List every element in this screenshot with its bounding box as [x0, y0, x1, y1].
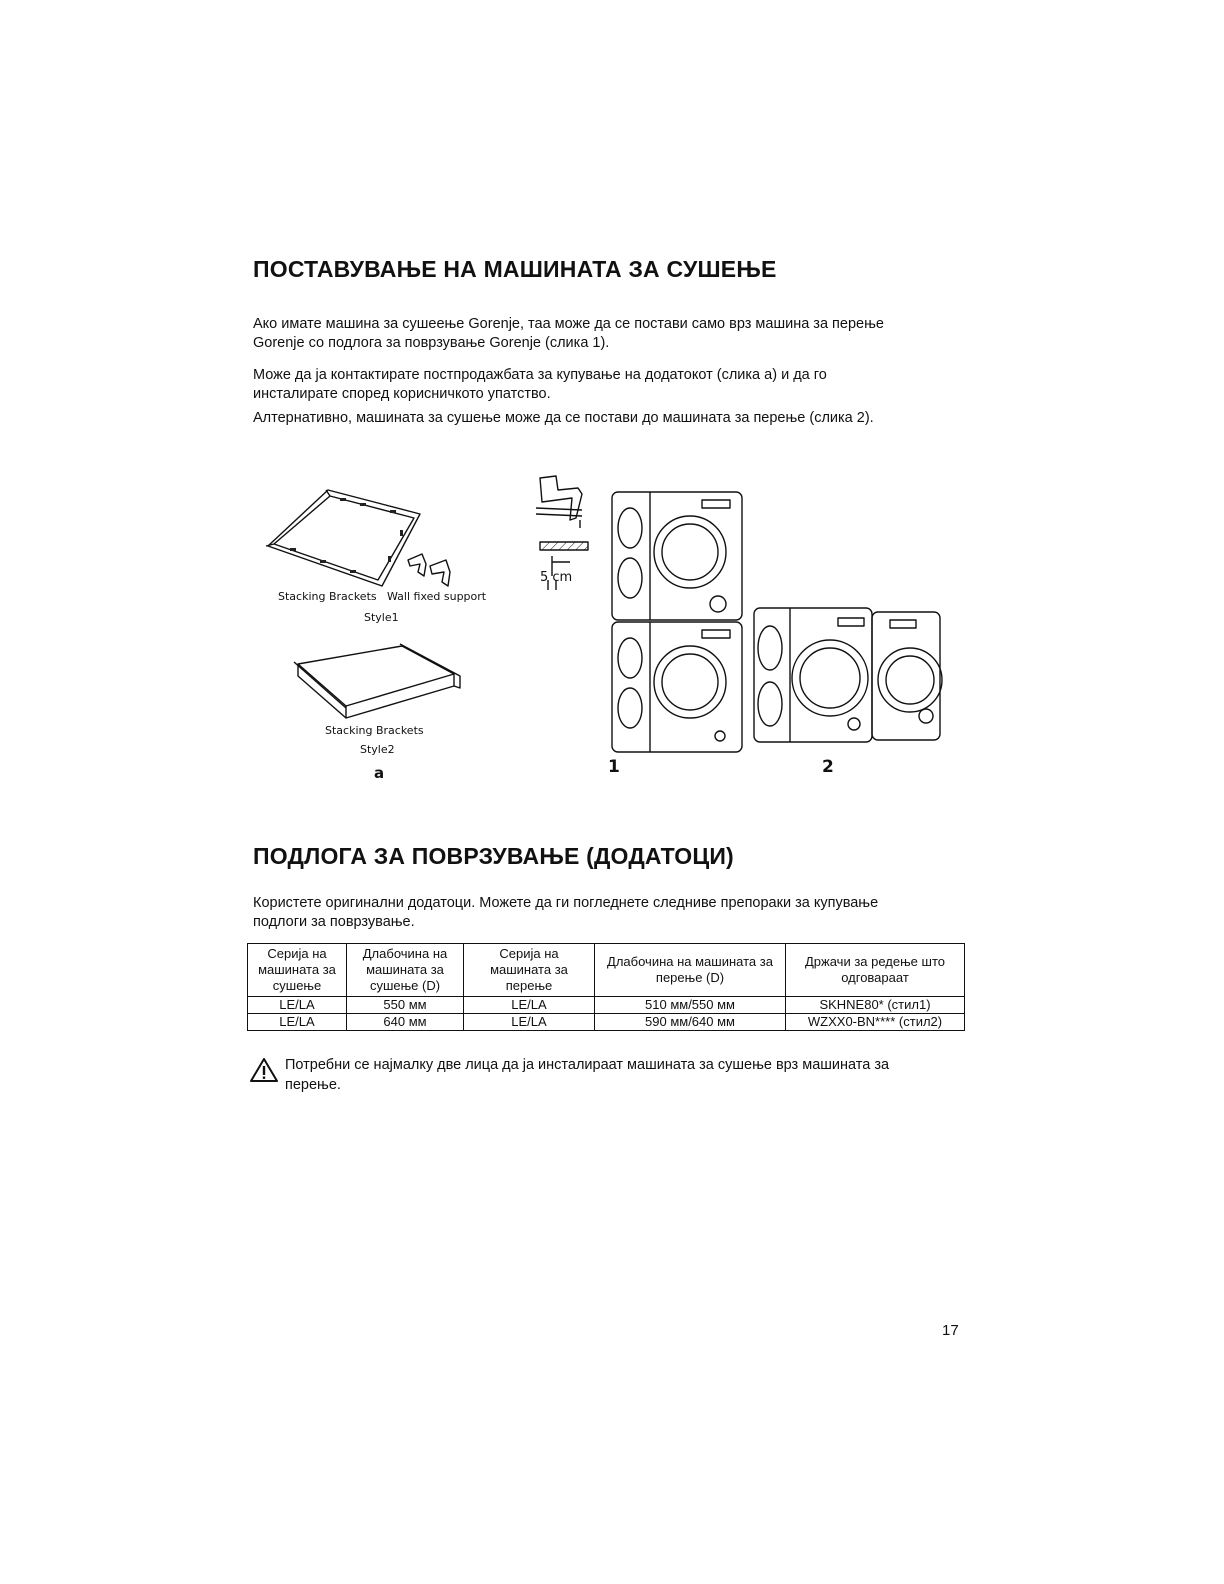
label-style1: Style1	[364, 611, 399, 624]
warning-note	[249, 1055, 969, 1095]
header-stacking-brackets: Држачи за редење што одговараат	[786, 944, 965, 997]
stacking-kit-table	[247, 943, 965, 1031]
alternative-paragraph: Алтернативно, машината за сушење може да се постави до машината за перење (слика 2).	[253, 410, 874, 426]
label-style2: Style2	[360, 743, 395, 756]
stacking-brackets-style1-drawing	[266, 490, 420, 586]
accessory-paragraph: Може да ја контактирате постпродажбата за купување на додатокот (слика а) и да го инсталирате според корисничкото упатство.	[253, 367, 827, 402]
header-washer-series: Серија на машината за перење	[464, 944, 595, 997]
figure-label-2: 2	[822, 757, 834, 777]
section-title-dryer-placement: ПОСТАВУВАЊЕ НА МАШИНАТА ЗА СУШЕЊЕ	[253, 256, 777, 282]
intro-paragraph: Ако имате машина за сушеење Gorenje, таа може да се постави само врз машина за перење Gorenje со подлога за поврзување Gorenje (слика 1).	[253, 316, 884, 351]
accessories-paragraph: Користете оригинални додатоци. Можете да ги погледнете следниве препораки за купување подлоги за поврзување.	[253, 895, 879, 930]
label-stacking-brackets-style2: Stacking Brackets	[325, 724, 424, 737]
header-washer-depth: Длабочина на машината за перење (D)	[595, 944, 786, 997]
figure-label-1: 1	[608, 757, 620, 777]
stacking-brackets-style2-drawing	[294, 644, 460, 718]
label-stacking-brackets-style1: Stacking Brackets	[278, 590, 377, 603]
section-title-stacking-kit: ПОДЛОГА ЗА ПОВРЗУВАЊЕ (ДОДАТОЦИ)	[253, 843, 734, 869]
warning-triangle-icon	[249, 1057, 279, 1083]
table-header-row	[248, 944, 965, 997]
label-gap-5cm: 5 cm	[540, 570, 573, 585]
header-dryer-depth: Длабочина на машината за сушење (D)	[347, 944, 464, 997]
label-wall-fixed-support: Wall fixed support	[387, 590, 487, 603]
wall-fixed-support-drawing	[408, 554, 450, 586]
warning-text: Потребни се најмалку две лица да ја инсталираат машината за сушење врз машината за перење.	[285, 1057, 890, 1093]
side-by-side-machines-drawing	[754, 608, 942, 742]
header-dryer-series: Серија на машината за сушење	[248, 944, 347, 997]
table-row: LE/LA 550 мм LE/LA 510 мм/550 мм SKHNE80* (стил1)	[248, 997, 965, 1014]
stacked-dryer-on-washer-drawing	[612, 492, 742, 752]
installation-figure	[250, 468, 970, 788]
figure-label-a: a	[374, 764, 385, 782]
page-number: 17	[942, 1322, 959, 1339]
table-row: LE/LA 640 мм LE/LA 590 мм/640 мм WZXX0-BN**** (стил2)	[248, 1014, 965, 1031]
